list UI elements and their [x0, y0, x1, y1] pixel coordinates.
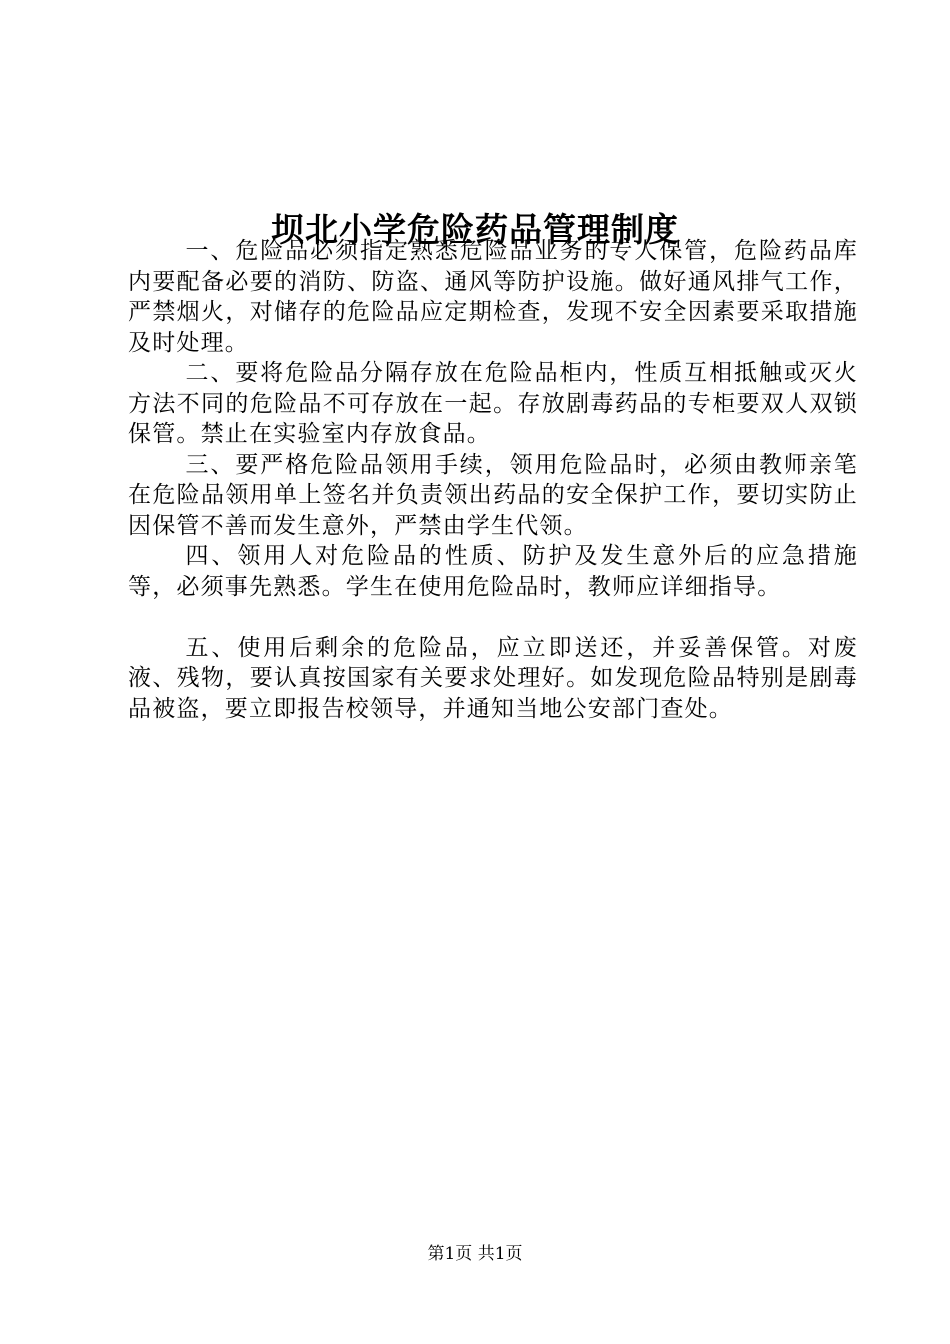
- page-footer: 第1页 共1页: [427, 1244, 523, 1264]
- document-title: 坝北小学危险药品管理制度: [271, 210, 679, 250]
- paragraph-1: 一、危险品必须指定熟悉危险品业务的专人保管，危险药品库内要配备必要的消防、防盗、通风等防护设施。做好通风排气工作，严禁烟火，对储存的危险品应定期检查，发现不安全因素要采取措施及时处理。: [128, 238, 858, 356]
- paragraph-5: 五、使用后剩余的危险品，应立即送还，并妥善保管。对废液、残物，要认真按国家有关要求处理好。如发现危险品特别是剧毒品被盗，要立即报告校领导，并通知当地公安部门查处。: [128, 634, 858, 722]
- document-body: [128, 236, 858, 724]
- paragraph-2: 二、要将危险品分隔存放在危险品柜内，性质互相抵触或灭火方法不同的危险品不可存放在一起。存放剧毒药品的专柜要双人双锁保管。禁止在实验室内存放食品。: [128, 360, 858, 447]
- paragraph-3: 三、要严格危险品领用手续，领用危险品时，必须由教师亲笔在危险品领用单上签名并负责领出药品的安全保护工作，要切实防止因保管不善而发生意外，严禁由学生代领。: [128, 451, 858, 539]
- paragraph-4: 四、领用人对危险品的性质、防护及发生意外后的应急措施等，必须事先熟悉。学生在使用危险品时，教师应详细指导。: [128, 543, 858, 600]
